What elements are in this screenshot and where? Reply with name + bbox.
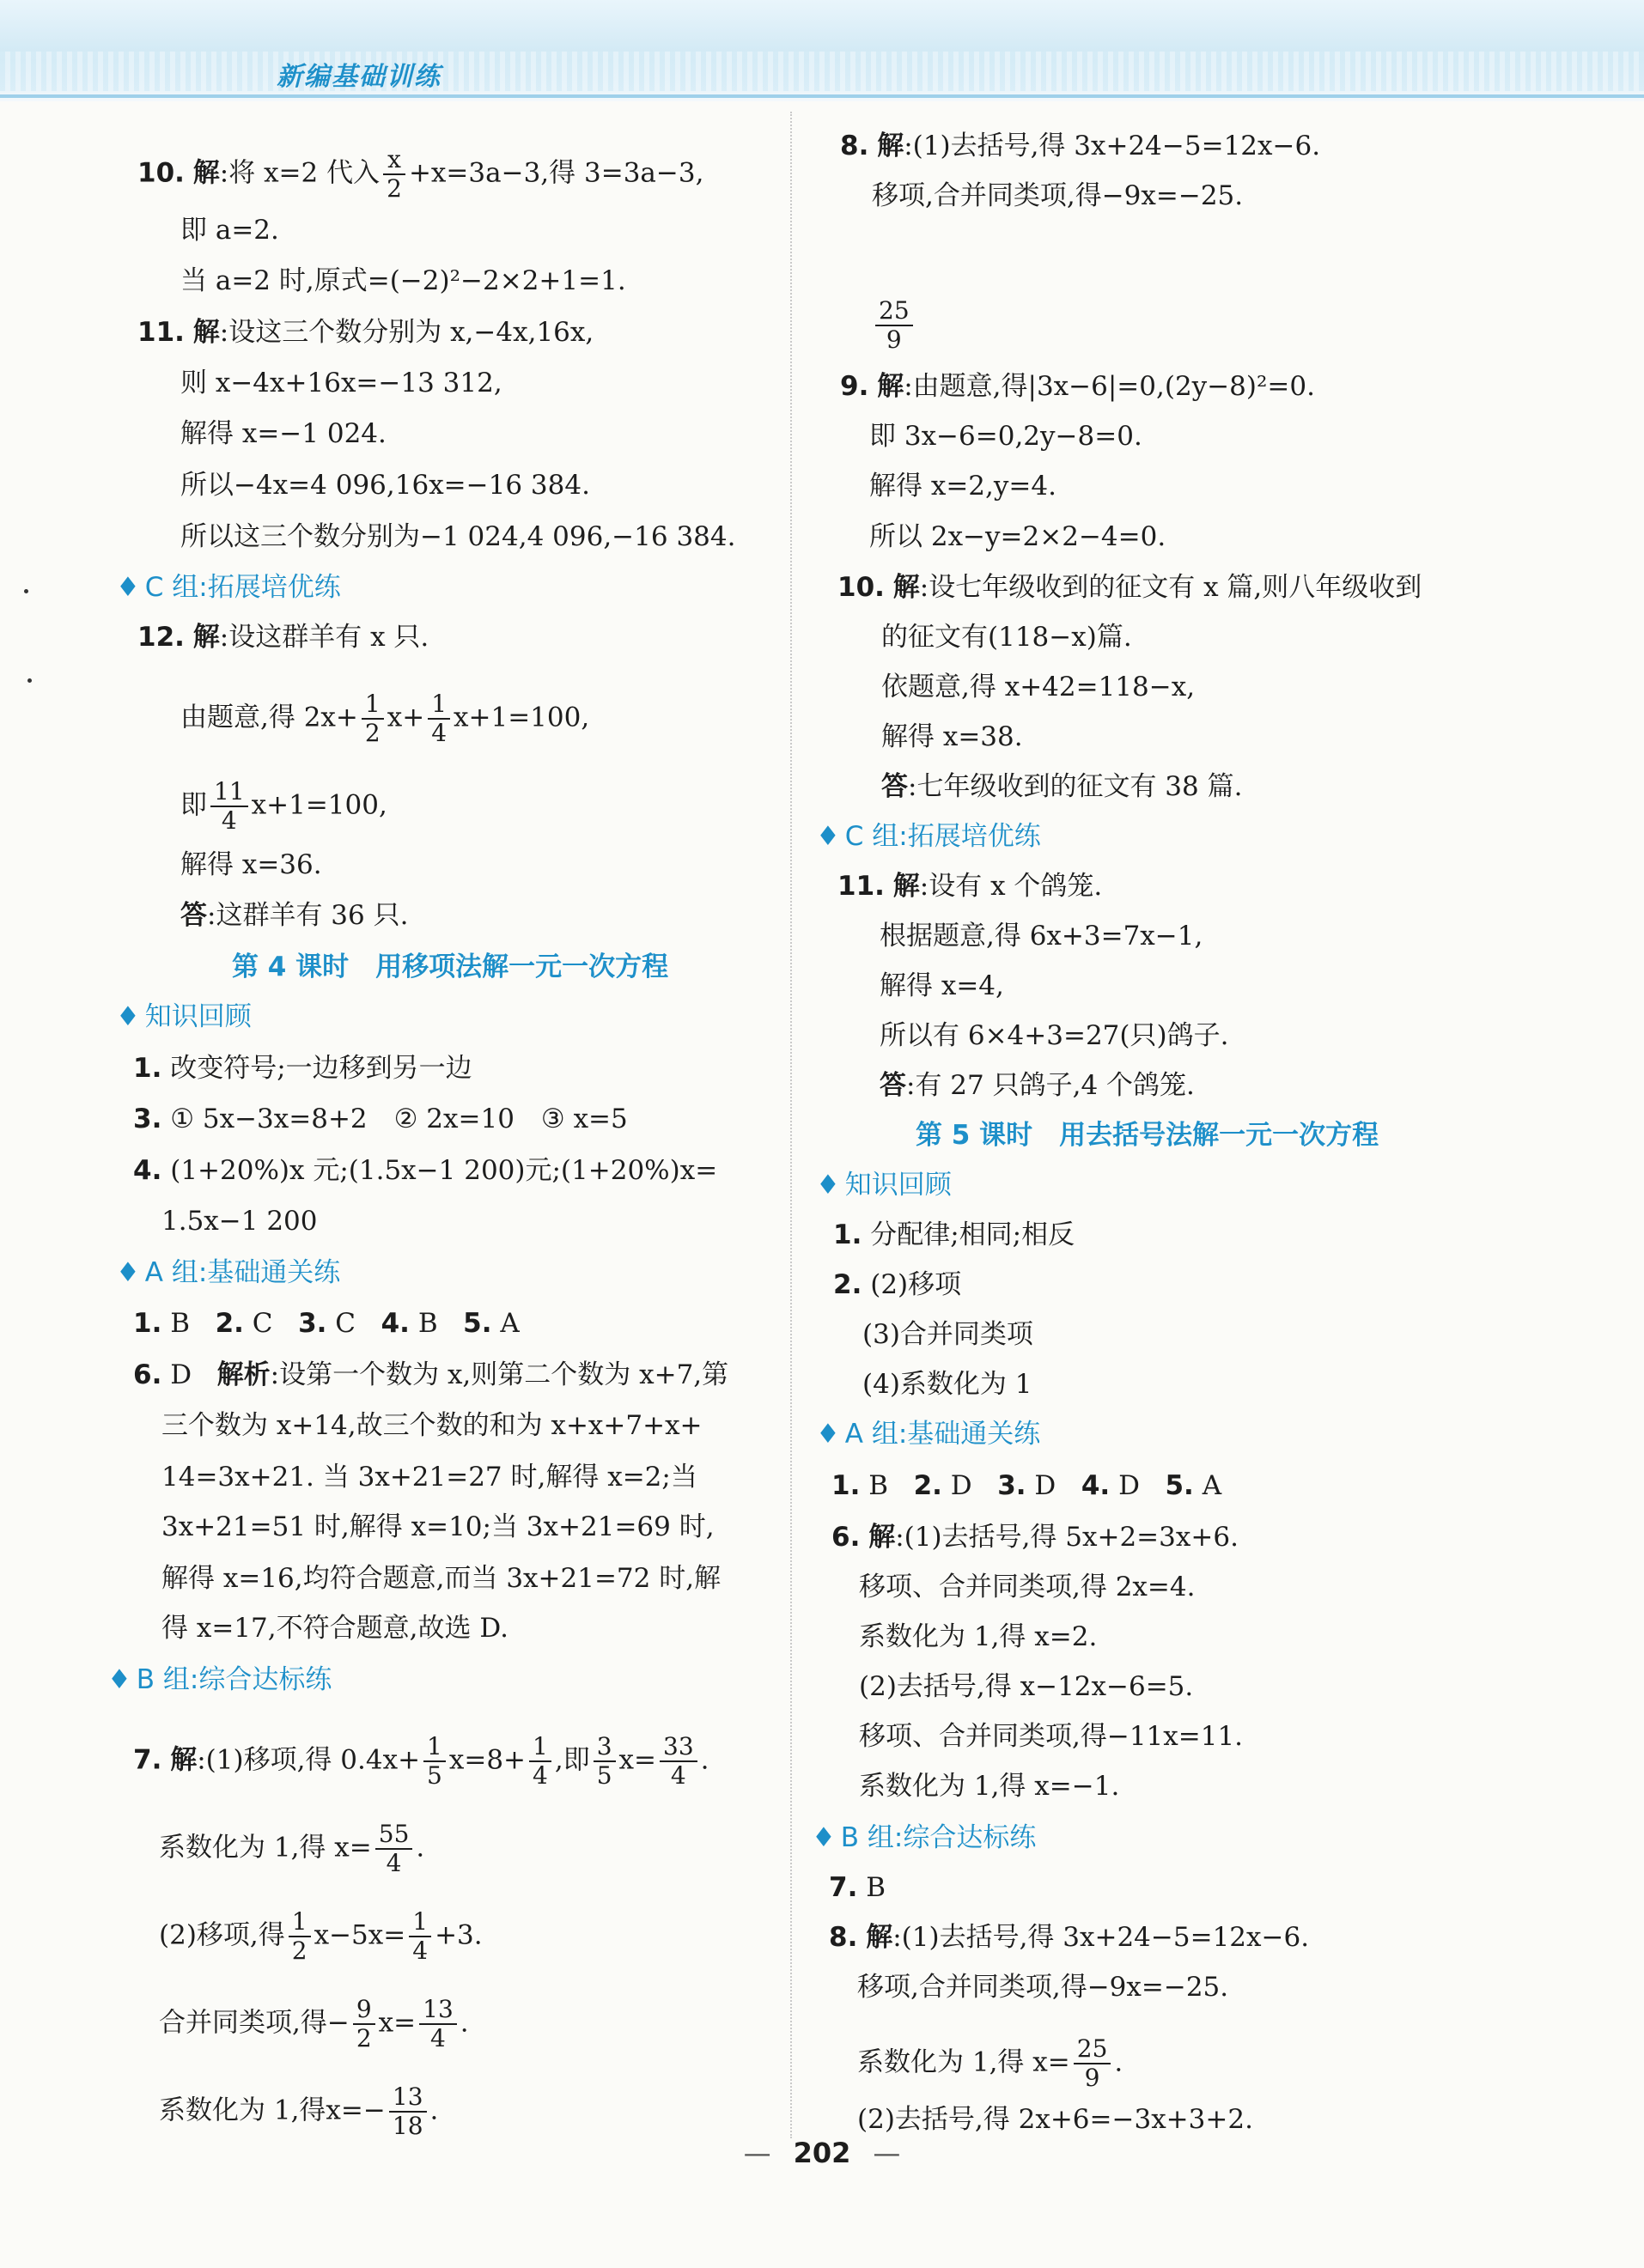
left-q10-line3: 当 a=2 时,原式=(−2)²−2×2+1=1. — [180, 265, 626, 296]
left-q7-line1: 7. 解:(1)移项,得 0.4x+ $\frac{1}{5}$ x=8+ $\frac{1}{4}$ ,即 $\frac{3}{5}$ x= $\frac{33}{4}$ . — [133, 1732, 709, 1790]
right-q6-line1: 6. 解:(1)去括号,得 5x+2=3x+6. — [831, 1522, 1239, 1553]
right-q6-line3: 系数化为 1,得 x=2. — [859, 1621, 1098, 1652]
left-q12-line1: 12. 解:设这群羊有 x 只. — [137, 622, 429, 653]
fraction: $\frac{3}{5}$ — [594, 1733, 616, 1790]
left-z1: 1. 改变符号;一边移到另一边 — [133, 1053, 472, 1084]
fraction: $\frac{11}{4}$ — [210, 778, 248, 835]
fraction: $\frac{9}{2}$ — [353, 1996, 375, 2052]
left-q11-line2: 则 x−4x+16x=−13 312, — [180, 368, 502, 398]
fraction: $\frac{13}{18}$ — [389, 2083, 427, 2140]
left-z4-line1: 4. (1+20%)x 元;(1.5x−1 200)元;(1+20%)x= — [133, 1155, 718, 1186]
left-q7-line3: (2)移项,得 $\frac{1}{2}$ x−5x= $\frac{1}{4}$ +3. — [159, 1907, 483, 1965]
left-q7-line4: 合并同类项,得− $\frac{9}{2}$ x= $\frac{13}{4}$ . — [159, 1995, 469, 2052]
right-q9-line4: 所以 2x−y=2×2−4=0. — [869, 521, 1166, 552]
right-q10-line5: 答:七年级收到的征文有 38 篇. — [881, 771, 1243, 802]
right-q9-line1: 9. 解:由题意,得|3x−6|=0,(2y−8)²=0. — [840, 371, 1315, 402]
left-q6-line5: 解得 x=16,均符合题意,而当 3x+21=72 时,解 — [161, 1563, 722, 1594]
right-q6-line6: 系数化为 1,得 x=−1. — [859, 1771, 1120, 1802]
diamond-icon: ♦ — [816, 1419, 840, 1450]
left-q11-line4: 所以−4x=4 096,16x=−16 384. — [180, 470, 590, 501]
section-heading-review: ♦ 知识回顾 — [816, 1170, 952, 1201]
right-q10-line3: 依题意,得 x+42=118−x, — [881, 672, 1196, 702]
right-z2-line2: (3)合并同类项 — [862, 1319, 1033, 1350]
right-q8b-line4: (2)去括号,得 2x+6=−3x+3+2. — [857, 2104, 1253, 2135]
fraction: $\frac{1}{4}$ — [529, 1733, 551, 1790]
left-q12-line5: 答:这群羊有 36 只. — [180, 900, 409, 931]
fraction: $\frac{25}{9}$ — [1074, 2035, 1111, 2092]
page-number: — 202 — — [743, 2137, 901, 2169]
right-q9-line3: 解得 x=2,y=4. — [869, 471, 1056, 502]
right-q11-line5: 答:有 27 只鸽子,4 个鸽笼. — [880, 1070, 1195, 1101]
right-z2-line3: (4)系数化为 1 — [862, 1369, 1032, 1400]
left-q6-line1: 6. D 解析:设第一个数为 x,则第二个数为 x+7,第 — [133, 1359, 729, 1390]
right-z2-line1: 2. (2)移项 — [833, 1269, 962, 1300]
left-q6-line3: 14=3x+21. 当 3x+21=27 时,解得 x=2;当 — [161, 1462, 697, 1493]
left-q10-line2: 即 a=2. — [180, 215, 279, 246]
left-q10-line1: 10. 解:将 x=2 代入 $\frac{x}{2}$ +x=3a−3,得 3=3a−3, — [137, 145, 704, 203]
section-heading-c: ♦ C 组:拓展培优练 — [816, 821, 1041, 852]
page-header — [0, 0, 1644, 101]
right-q8b-l1: :(1)去括号,得 3x+24−5=12x−6. — [892, 1922, 1310, 1953]
diamond-icon: ♦ — [116, 1257, 140, 1288]
column-divider — [790, 112, 792, 2138]
left-q11-line3: 解得 x=−1 024. — [180, 418, 387, 449]
left-q7-line5: 系数化为 1,得x=− $\frac{13}{18}$ . — [159, 2083, 439, 2140]
left-q12-line4: 解得 x=36. — [180, 849, 322, 880]
fraction: $\frac{25}{9}$ — [875, 297, 913, 354]
header-band — [0, 52, 1644, 91]
section-heading-b: ♦ B 组:综合达标练 — [812, 1822, 1037, 1853]
right-q7: 7. B — [829, 1872, 886, 1903]
fraction: $\frac{13}{4}$ — [419, 1996, 457, 2052]
fraction: $\frac{55}{4}$ — [375, 1821, 413, 1877]
left-q6-line4: 3x+21=51 时,解得 x=10;当 3x+21=69 时, — [161, 1511, 715, 1542]
right-q8-line1: 8. 解:(1)去括号,得 3x+24−5=12x−6. — [840, 131, 1321, 161]
diamond-icon: ♦ — [816, 1170, 840, 1201]
right-a-answers: 1. B 2. D 3. D 4. D 5. A — [831, 1470, 1222, 1501]
right-q6-line5: 移项、合并同类项,得−11x=11. — [859, 1721, 1244, 1752]
left-z3: 3. ① 5x−3x=8+2 ② 2x=10 ③ x=5 — [133, 1104, 628, 1134]
diamond-icon: ♦ — [107, 1664, 131, 1695]
left-q12-line2: 由题意,得 2x+ $\frac{1}{2}$ x+ $\frac{1}{4}$ x+1=100, — [180, 690, 590, 747]
right-q11-line4: 所以有 6×4+3=27(只)鸽子. — [880, 1020, 1229, 1051]
left-q11-line5: 所以这三个数分别为−1 024,4 096,−16 384. — [180, 521, 736, 552]
book-title: 新编基础训练 — [277, 62, 441, 92]
right-z1: 1. 分配律;相同;相反 — [833, 1219, 1075, 1250]
right-q10-line4: 解得 x=38. — [881, 721, 1023, 752]
right-q11-line2: 根据题意,得 6x+3=7x−1, — [880, 921, 1203, 952]
header-rule — [0, 94, 1644, 98]
right-q11-line1: 11. 解:设有 x 个鸽笼. — [837, 871, 1103, 902]
section-heading-c: ♦ C 组:拓展培优练 — [116, 572, 341, 603]
left-q12-line3: 即 $\frac{11}{4}$ x+1=100, — [180, 777, 387, 835]
right-q8b-line2: 移项,合并同类项,得−9x=−25. — [857, 1972, 1229, 2003]
right-q8b-line3: 系数化为 1,得 x= $\frac{25}{9}$ . — [857, 2034, 1123, 2092]
fraction: $\frac{1}{5}$ — [423, 1733, 446, 1790]
margin-dot — [27, 678, 32, 683]
left-q6-line2: 三个数为 x+14,故三个数的和为 x+x+7+x+ — [161, 1410, 703, 1441]
diamond-icon: ♦ — [116, 1001, 140, 1032]
left-q11-line1: 11. 解:设这三个数分别为 x,−4x,16x, — [137, 317, 594, 348]
right-q8-line4 — [872, 297, 916, 354]
right-q10-line1: 10. 解:设七年级收到的征文有 x 篇,则八年级收到 — [837, 572, 1422, 603]
fraction: $\frac{1}{2}$ — [289, 1908, 311, 1965]
diamond-icon: ♦ — [812, 1822, 836, 1853]
right-q9-line2: 即 3x−6=0,2y−8=0. — [869, 421, 1142, 452]
section-heading-a: ♦ A 组:基础通关练 — [116, 1257, 341, 1288]
fraction: $\frac{1}{2}$ — [362, 690, 384, 747]
left-a-answers: 1. B 2. C 3. C 4. B 5. A — [133, 1308, 520, 1339]
lesson-4-title: 第 4 课时 用移项法解一元一次方程 — [232, 952, 669, 982]
diamond-icon: ♦ — [816, 821, 840, 852]
section-heading-review: ♦ 知识回顾 — [116, 1001, 252, 1032]
section-heading-a: ♦ A 组:基础通关练 — [816, 1419, 1041, 1450]
left-q7-line2: 系数化为 1,得 x= $\frac{55}{4}$ . — [159, 1820, 425, 1877]
right-q8-line2: 移项,合并同类项,得−9x=−25. — [872, 180, 1244, 211]
left-z4-line2: 1.5x−1 200 — [161, 1206, 318, 1237]
section-heading-b: ♦ B 组:综合达标练 — [107, 1664, 332, 1695]
right-q8b-line1-text: 8. 解:(1)去括号,得 3x+24−5=12x−6. — [829, 1920, 1550, 1955]
right-q11-line3: 解得 x=4, — [880, 970, 1004, 1001]
right-q6-line4: (2)去括号,得 x−12x−6=5. — [859, 1671, 1194, 1702]
diamond-icon: ♦ — [116, 572, 140, 603]
fraction: $\frac{1}{4}$ — [409, 1908, 431, 1965]
lesson-5-title: 第 5 课时 用去括号法解一元一次方程 — [916, 1120, 1379, 1151]
fraction: $\frac{x}{2}$ — [383, 146, 405, 203]
margin-dot — [24, 589, 28, 593]
fraction: $\frac{1}{4}$ — [428, 690, 450, 747]
left-q6-line6: 得 x=17,不符合题意,故选 D. — [161, 1613, 508, 1644]
right-q6-line2: 移项、合并同类项,得 2x=4. — [859, 1572, 1196, 1602]
fraction: $\frac{33}{4}$ — [660, 1733, 697, 1790]
right-q10-line2: 的征文有(118−x)篇. — [881, 622, 1132, 653]
